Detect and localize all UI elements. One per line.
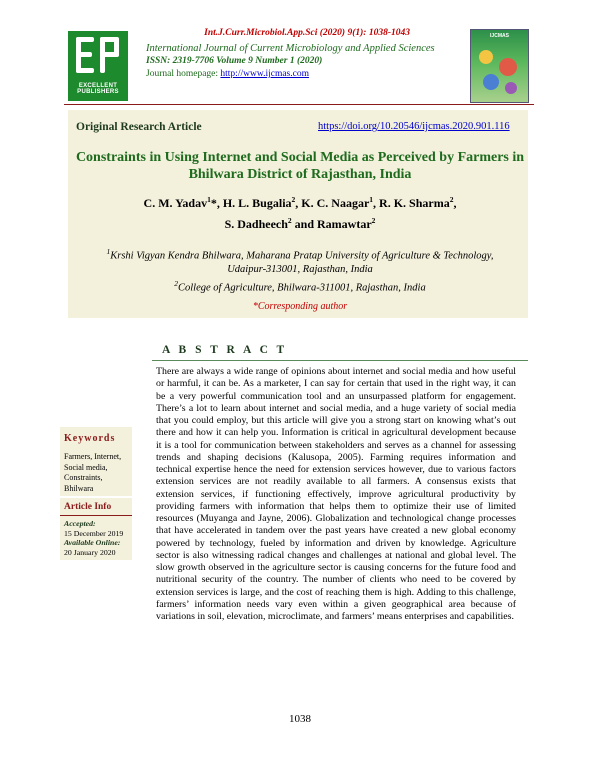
author: S. Dadheech [224,217,288,231]
abstract-divider [152,360,528,361]
author: C. M. Yadav [143,196,208,210]
article-info-divider [60,515,132,516]
article-info-dates: Accepted: 15 December 2019 Available Online: 20 January 2020 [64,519,132,557]
journal-homepage: Journal homepage: http://www.ijcmas.com [146,69,309,79]
publisher-logo [68,31,128,101]
affiliations: $^1$Krshi Vigyan Kendra Bhilwara, Maharana Pratap University of Agriculture & Technology, Udaipur-313001, Rajasthan, India $^2$College of Agriculture, Bhilwara-311001, Rajasthan, India [106,247,494,293]
abstract-text: There are always a wide range of opinions about internet and social media and how useful or harmful, it can be. As a marketer, I can say for certain that used in the right way, it can be a very powerful communication tool and an unsurpassed platform for engagement. There’s a lot to learn about internet and social media, and a huge variety of social media that you could employ, but this article will give you a strong start on knowing what’s out there and how it can help you. Information is critical in agricultural development because it is a tool for communication between stakeholders and serves as a channel for assessing trends and shaping decisions (Kalusopa, 2005). Farming requires information and technical expertise hence the need for extension services however, due to various factors extension services are not readily available to all farmers. A consensus exists that extension services, if functioning effectively, improve agricultural productivity by providing farmers with information that helps them to optimize their use of limited resources (Muyanga and Jayne, 2006). Globalization and technological change processes that have accelerated in tandem over the past years have created a new global economy powered by technology, fueled by information and driven by knowledge. Agriculture sector is also witnessing radical changes and challenges at national and global level. The slow growth observed in the agriculture sector is causing concerns for the future food and nutritional security of the country. The number of clients who need to be covered by extension services is large, and the cost of reaching them is high. Adding to this challenge, farmers’ information needs vary even within a given geographical area because of variations in soil, elevation, microclimate, and farmers’ means enterprises and capabilities. [156,366,516,622]
logo-mark-icon [74,35,122,79]
cover-title: IJCMAS [490,33,509,39]
homepage-link[interactable]: http://www.ijcmas.com [220,69,309,79]
author: K. C. Naagar [301,196,370,210]
author: R. K. Sharma [379,196,450,210]
journal-cover-image [470,29,529,103]
corresponding-author-note: *Corresponding author [252,301,348,312]
journal-name: International Journal of Current Microbiology and Applied Sciences [146,43,435,54]
article-info-heading: Article Info [64,502,112,512]
logo-text: EXCELLENT PUBLISHERS [77,83,119,95]
article-type: Original Research Article [76,121,202,133]
author: H. L. Bugalia [222,196,292,210]
author: Ramawtar [317,217,372,231]
article-title: Constraints in Using Internet and Social Media as Perceived by Farmers in Bhilwara District of Rajasthan, India [75,150,525,182]
online-date: 20 January 2020 [64,547,116,557]
doi-link[interactable]: https://doi.org/10.20546/ijcmas.2020.901.116 [318,121,510,132]
accepted-date: 15 December 2019 [64,528,124,538]
page-number: 1038 [289,713,311,725]
keywords-heading: Keywords [64,433,116,444]
author-list: C. M. Yadav$^1$*, H. L. Bugalia$^2$, K. C. Naagar$^1$, R. K. Sharma$^2$, S. Dadheech$^2$ and Ramawtar$^2$ [143,195,457,231]
keywords-list: Farmers, Internet, Social media, Constraints, Bhilwara [64,452,122,493]
issn-line: ISSN: 2319-7706 Volume 9 Number 1 (2020) [146,56,323,66]
abstract-heading: A B S T R A C T [162,344,288,356]
